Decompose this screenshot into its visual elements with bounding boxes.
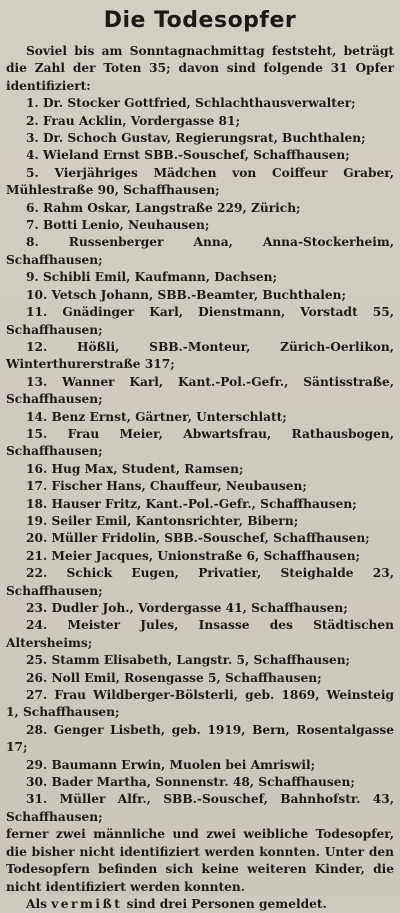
victim-number: 13. <box>26 374 48 389</box>
missing-keyword: vermißt <box>51 896 123 911</box>
victim-entry <box>6 652 394 669</box>
victim-entry <box>6 165 394 200</box>
victim-number: 17. <box>26 479 48 494</box>
victim-number: 31. <box>26 792 48 807</box>
victim-text: Wanner Karl, Kant.-Pol.-Gefr., Säntisstraße, Schaffhausen; <box>6 374 394 407</box>
victim-number: 29. <box>26 757 48 772</box>
missing-prefix: Als <box>26 896 47 911</box>
missing-persons-note <box>6 896 394 913</box>
victim-text: Dr. Stocker Gottfried, Schlachthausverwalter; <box>42 96 356 111</box>
victim-text: Seiler Emil, Kantonsrichter, Bibern; <box>51 513 299 528</box>
victim-entry <box>6 217 394 234</box>
intro-paragraph: Soviel bis am Sonntagnachmittag feststeht, beträgt die Zahl der Toten 35; davon sind folgende 31 Opfer identifiziert: <box>6 44 394 93</box>
victim-text: Frau Meier, Abwartsfrau, Rathausbogen, Schaffhausen; <box>6 426 394 459</box>
victim-text: Frau Wildberger-Bölsterli, geb. 1869, Weinsteig 1, Schaffhausen; <box>6 688 394 720</box>
victim-number: 14. <box>26 409 48 424</box>
victim-text: Baumann Erwin, Muolen bei Amriswil; <box>51 757 316 772</box>
victim-text: Botti Lenio, Neuhausen; <box>42 218 210 233</box>
victim-text: Frau Acklin, Vordergasse 81; <box>42 113 240 128</box>
victim-text: Meister Jules, Insasse des Städtischen Altersheims; <box>6 618 394 650</box>
victim-entry <box>6 478 394 495</box>
victim-entry <box>6 234 394 269</box>
victim-number: 5. <box>26 165 39 180</box>
victim-text: Bader Martha, Sonnenstr. 48, Schaffhausen; <box>51 775 355 790</box>
victim-number: 15. <box>26 426 48 441</box>
missing-suffix: sind drei Personen gemeldet. <box>126 896 327 911</box>
victim-text: Rahm Oskar, Langstraße 229, Zürich; <box>42 200 301 215</box>
victim-number: 3. <box>26 131 39 146</box>
victim-entry <box>6 774 394 791</box>
victim-text: Hug Max, Student, Ramsen; <box>51 461 244 476</box>
victim-number: 22. <box>26 566 48 581</box>
victim-entry <box>6 530 394 547</box>
victim-number: 10. <box>26 287 48 302</box>
victim-list <box>6 95 394 826</box>
victim-text: Dudler Joh., Vordergasse 41, Schaffhausen; <box>51 601 348 615</box>
victim-number: 18. <box>26 496 48 511</box>
victim-entry <box>6 113 394 130</box>
victim-entry <box>6 757 394 774</box>
victim-text: Hößli, SBB.-Monteur, Zürich-Oerlikon, Winterthurerstraße 317; <box>6 339 394 372</box>
victim-entry <box>6 409 394 426</box>
victim-text: Stamm Elisabeth, Langstr. 5, Schaffhausen; <box>51 653 351 668</box>
victim-text: Noll Emil, Rosengasse 5, Schaffhausen; <box>51 670 322 685</box>
victim-number: 4. <box>26 148 39 163</box>
victim-number: 12. <box>26 339 48 354</box>
victim-entry <box>6 548 394 565</box>
victim-text: Gnädinger Karl, Dienstmann, Vorstadt 55, Schaffhausen; <box>6 305 394 337</box>
victim-entry <box>6 687 394 722</box>
victim-entry <box>6 461 394 478</box>
victim-text: Müller Alfr., SBB.-Souschef, Bahnhofstr. 43, Schaffhausen; <box>6 792 394 824</box>
victim-entry <box>6 426 394 461</box>
victim-number: 7. <box>26 218 39 233</box>
article-body <box>6 43 394 913</box>
victim-number: 1. <box>26 96 39 111</box>
victim-entry <box>6 791 394 826</box>
victim-text: Hauser Fritz, Kant.-Pol.-Gefr., Schaffhausen; <box>51 496 357 511</box>
victim-number: 8. <box>26 235 39 250</box>
victim-text: Vierjähriges Mädchen von Coiffeur Graber, Mühlestraße 90, Schaffhausen; <box>6 165 395 198</box>
victim-number: 21. <box>26 548 48 563</box>
closing-paragraph: ferner zwei männliche und zwei weibliche Todesopfer, die bisher nicht identifiziert werden konnten. Unter den Todesopfern befinden sich keine weiteren Kinder, die nicht identifiziert werden konnten. <box>6 827 394 894</box>
victim-entry <box>6 722 394 757</box>
victim-text: Müller Fridolin, SBB.-Souschef, Schaffhausen; <box>51 531 370 546</box>
victim-entry <box>6 374 394 409</box>
victim-number: 20. <box>26 531 48 546</box>
victim-entry <box>6 200 394 217</box>
victim-number: 27. <box>26 688 48 703</box>
victim-number: 24. <box>26 618 48 633</box>
victim-text: Schibli Emil, Kaufmann, Dachsen; <box>42 270 277 285</box>
victim-number: 30. <box>26 775 48 790</box>
victim-number: 2. <box>26 113 39 128</box>
victim-number: 28. <box>26 722 48 737</box>
article-title: Die Todesopfer <box>103 8 297 33</box>
victim-entry <box>6 513 394 530</box>
victim-text: Benz Ernst, Gärtner, Unterschlatt; <box>51 409 287 424</box>
victim-number: 19. <box>26 513 48 528</box>
victim-text: Vetsch Johann, SBB.-Beamter, Buchthalen; <box>51 287 346 302</box>
victim-number: 11. <box>26 305 48 320</box>
victim-entry <box>6 617 394 652</box>
victim-number: 16. <box>26 461 48 476</box>
victim-text: Genger Lisbeth, geb. 1919, Bern, Rosentalgasse 17; <box>6 722 394 755</box>
victim-number: 6. <box>26 200 39 215</box>
victim-number: 23. <box>26 601 48 615</box>
victim-text: Schick Eugen, Privatier, Steighalde 23, Schaffhausen; <box>6 566 394 598</box>
victim-entry <box>6 269 394 286</box>
victim-number: 9. <box>26 270 39 285</box>
victim-entry <box>6 304 394 339</box>
victim-text: Dr. Schoch Gustav, Regierungsrat, Buchthalen; <box>42 131 366 146</box>
victim-entry <box>6 670 394 687</box>
victim-text: Meier Jacques, Unionstraße 6, Schaffhausen; <box>51 548 361 563</box>
victim-number: 25. <box>26 653 48 668</box>
victim-entry <box>6 565 394 600</box>
victim-entry <box>6 287 394 304</box>
victim-entry <box>6 147 394 164</box>
victim-entry <box>6 339 394 374</box>
victim-number: 26. <box>26 670 48 685</box>
victim-text: Wieland Ernst SBB.-Souschef, Schaffhausen; <box>42 148 350 163</box>
victim-entry <box>6 600 394 617</box>
victim-entry <box>6 496 394 513</box>
victim-text: Russenberger Anna, Anna-Stockerheim, Schaffhausen; <box>6 235 394 267</box>
victim-text: Fischer Hans, Chauffeur, Neubausen; <box>51 479 307 494</box>
victim-entry <box>6 130 394 147</box>
victim-entry <box>6 95 394 112</box>
